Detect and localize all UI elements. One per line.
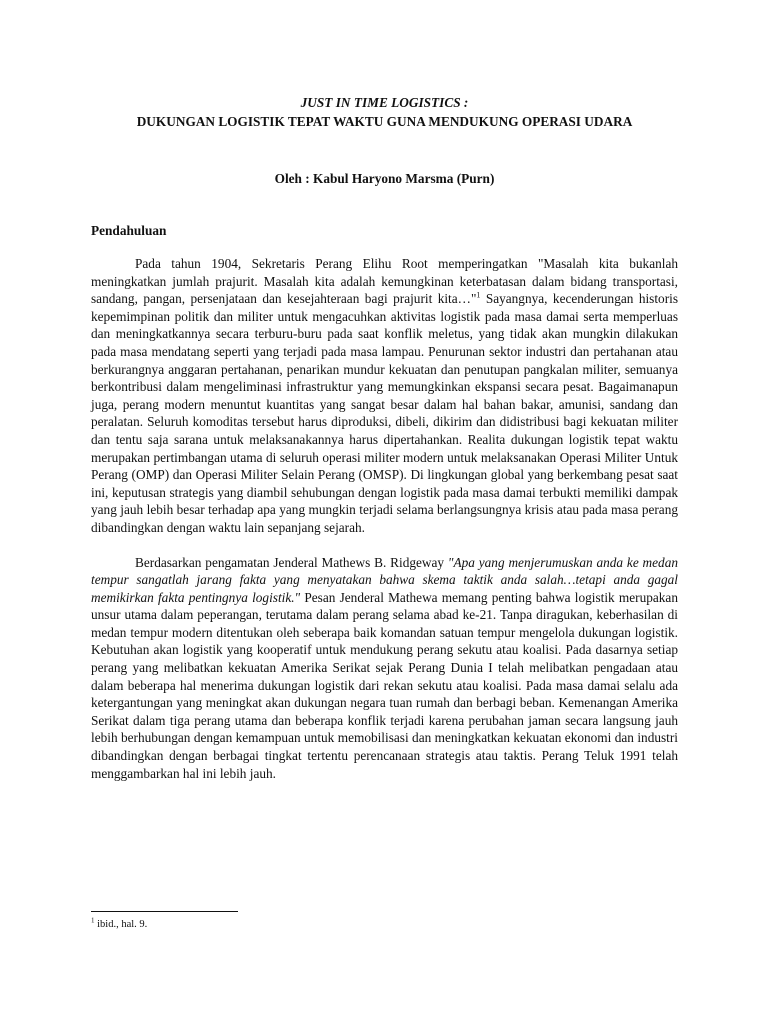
footnote-separator [91, 911, 238, 912]
ridgeway-quote: "Apa yang menjerumuskan anda ke medan tempur sangatlah jarang fakta yang menyatakan bahwa skema taktik anda salah…tetapi anda gagal memikirkan fakta pentingnya logistik." [91, 554, 679, 605]
paragraph-2 [91, 554, 678, 783]
footnote-mark: 1 [91, 916, 95, 925]
paragraph-2-text: Pesan Jenderal Mathewa memang penting bahwa logistik merupakan unsur utama dalam peperangan, terutama dalam perang selama abad ke-21. Tanpa diragukan, keberhasilan di medan tempur modern ditentukan oleh seberapa baik komandan satuan tempur mengelola dukungan logistik. Kebutuhan akan logistik yang kooperatif untuk mendukung perang sekutu atau koalisi. Pada dasarnya setiap perang yang melibatkan kekuatan Amerika Serikat sejak Perang Dunia I telah melibatkan pengadaan atau dalam beberapa hal menerima dukungan logistik dari rekan sekutu atau koalisi. Pada masa damai selalu ada ketergantungan yang meningkat akan dukungan negara tuan rumah dan berbagi beban. Kemenangan Amerika Serikat dalam tiga perang utama dan beberapa konflik terjadi karena perubahan jaman secara langsung jauh lebih berhubungan dengan kemampuan untuk memobilisasi dan meningkatkan kekuatan ekonomi dan industri dibandingkan dengan berbagai tingkat tertentu perencanaan strategis atau taktis. Perang Teluk 1991 telah menggambarkan hal ini lebih jauh. [91, 589, 678, 781]
document-title-line2: DUKUNGAN LOGISTIK TEPAT WAKTU GUNA MENDUKUNG OPERASI UDARA [136, 114, 633, 129]
section-heading: Pendahuluan [91, 223, 167, 238]
document-body [91, 94, 678, 782]
footnote-reference: 1 [476, 290, 481, 300]
footnote [91, 918, 147, 931]
footnote-text: ibid., hal. 9. [94, 919, 148, 930]
paragraph-1-text: Pada tahun 1904, Sekretaris Perang Elihu Root memperingatkan "Masalah kita bukanlah meningkatkan jumlah prajurit. Masalah kita adalah kemungkinan keterbatasan dalam bidang transportasi, sandang, pangan, persenjataan dan kesejahteraan bagi prajurit kita…" [91, 256, 678, 307]
paragraph-2-intro: Berdasarkan pengamatan Jenderal Mathews B. Ridgeway [135, 554, 448, 570]
paragraph-1-text-continued: Sayangnya, kecenderungan historis kepemimpinan politik dan militer untuk mengacuhkan aktivitas logistik pada masa damai serta memperluas dan meningkatkannya secara terburu-buru pada saat konflik meletus, yang tidak akan mungkin dilakukan pada masa mendatang seperti yang terjadi pada masa lampau. Penurunan sektor industri dan pertahanan atau berkurangnya anggaran pertahanan, penarikan mundur kekuatan dan penutupan pangkalan militer, semuanya berkontribusi dalam mengeliminasi infrastruktur yang memungkinkan ekspansi secara pesat. Bagaimanapun juga, perang modern menuntut kuantitas yang sangat besar dalam hal bahan bakar, amunisi, sandang dan peralatan. Seluruh komoditas tersebut harus diproduksi, dibeli, dikirim dan didistribusi bagi kekuatan militer dan tentu saja sarana untuk melaksanakannya harus dipertahankan. Realita dukungan logistik tepat waktu merupakan pertimbangan utama di seluruh operasi militer modern untuk melaksanakan Operasi Militer Untuk Perang (OMP) dan Operasi Militer Selain Perang (OMSP). Di lingkungan global yang berkembang pesat saat ini, keputusan strategis yang diambil sehubungan dengan logistik pada masa damai terbukti memiliki dampak yang jauh lebih besar terhadap apa yang mungkin terjadi selama berlangsungnya krisis atau pada masa perang dibandingkan dengan waktu lain sepanjang sejarah. [91, 291, 678, 535]
paragraph-1 [91, 255, 678, 537]
document-title-line1: JUST IN TIME LOGISTICS : [300, 95, 469, 110]
author-line: Oleh : Kabul Haryono Marsma (Purn) [274, 171, 495, 186]
